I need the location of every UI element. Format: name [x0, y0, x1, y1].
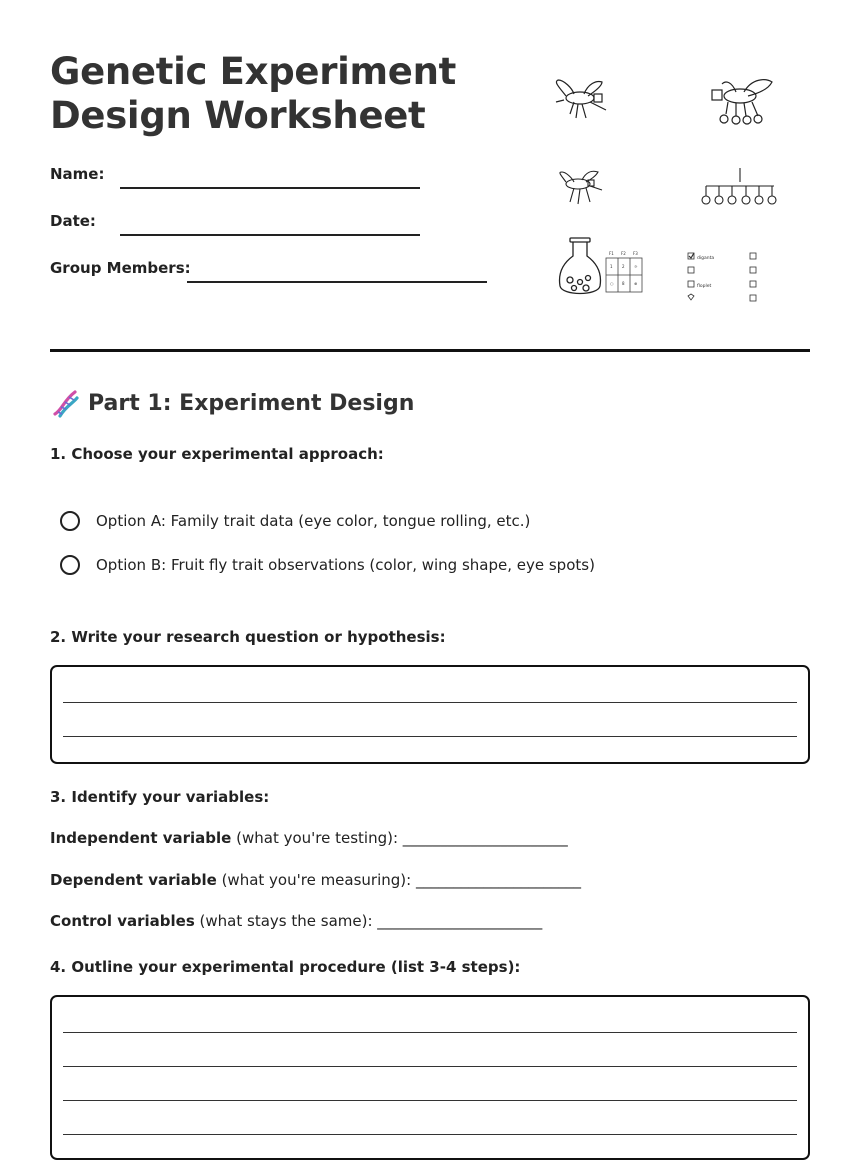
- punnett-cell-5: 8: [622, 281, 625, 286]
- answer-line: [63, 1100, 797, 1101]
- part-1-heading: [50, 388, 414, 418]
- control-variables-row[interactable]: [50, 912, 542, 930]
- fly-pedigree-icon: [704, 72, 776, 132]
- punnett-cell-4: ○: [610, 281, 614, 286]
- name-label: Name:: [50, 165, 105, 183]
- question-1-label: 1. Choose your experimental approach:: [50, 445, 384, 463]
- punnett-cell-3: ☼: [634, 264, 638, 269]
- option-a[interactable]: [60, 511, 530, 531]
- question-3-label: 3. Identify your variables:: [50, 788, 270, 806]
- group-members-label: Group Members:: [50, 259, 191, 277]
- fruit-fly-icon: [550, 72, 620, 128]
- independent-variable-label: Independent variable: [50, 829, 232, 847]
- independent-variable-prompt: (what you're testing): ______________________: [231, 829, 568, 847]
- part-1-title: Part 1: Experiment Design: [88, 390, 415, 416]
- independent-variable-row[interactable]: [50, 829, 568, 847]
- family-tree-icon: [698, 166, 780, 208]
- dependent-variable-label: Dependent variable: [50, 871, 217, 889]
- control-variables-prompt: (what stays the same): ______________________: [194, 912, 543, 930]
- answer-line: [63, 1032, 797, 1033]
- checklist-label-1: diganta: [697, 256, 715, 261]
- page-title: [50, 50, 470, 138]
- checklist-label-3: floplet: [697, 284, 712, 289]
- title-line-1: Genetic Experiment: [50, 50, 457, 93]
- option-a-label: Option A: Family trait data (eye color, tongue rolling, etc.): [96, 512, 531, 530]
- fly-small-icon: [552, 166, 608, 208]
- option-a-radio[interactable]: [60, 511, 80, 531]
- answer-line: [63, 1134, 797, 1135]
- date-label: Date:: [50, 212, 96, 230]
- punnett-cell-2: 2: [622, 264, 625, 269]
- control-variables-label: Control variables: [50, 912, 195, 930]
- dependent-variable-prompt: (what you're measuring): ______________________: [216, 871, 581, 889]
- question-2-label: 2. Write your research question or hypothesis:: [50, 628, 446, 646]
- group-members-field[interactable]: [187, 281, 487, 283]
- hypothesis-answer-box[interactable]: [50, 665, 810, 764]
- punnett-cell-1: 1: [610, 264, 613, 269]
- checklist-icon: [686, 250, 766, 304]
- answer-line: [63, 1066, 797, 1067]
- dependent-variable-row[interactable]: [50, 871, 581, 889]
- title-line-2: Design Worksheet: [50, 94, 426, 137]
- question-4-label: 4. Outline your experimental procedure (list 3-4 steps):: [50, 958, 521, 976]
- option-b[interactable]: [60, 555, 595, 575]
- option-b-radio[interactable]: [60, 555, 80, 575]
- section-divider: [50, 349, 810, 352]
- punnett-square-icon: [604, 250, 644, 294]
- dna-icon: [50, 388, 80, 418]
- option-b-label: Option B: Fruit fly trait observations (color, wing shape, eye spots): [96, 556, 595, 574]
- flask-icon: [556, 236, 604, 302]
- punnett-header-2: F2: [621, 251, 626, 256]
- answer-line: [63, 702, 797, 703]
- punnett-header-1: F1: [609, 251, 614, 256]
- procedure-answer-box[interactable]: [50, 995, 810, 1160]
- date-field[interactable]: [120, 234, 420, 236]
- punnett-cell-6: ⊕: [634, 281, 638, 286]
- punnett-header-3: F3: [633, 251, 638, 256]
- answer-line: [63, 736, 797, 737]
- name-field[interactable]: [120, 187, 420, 189]
